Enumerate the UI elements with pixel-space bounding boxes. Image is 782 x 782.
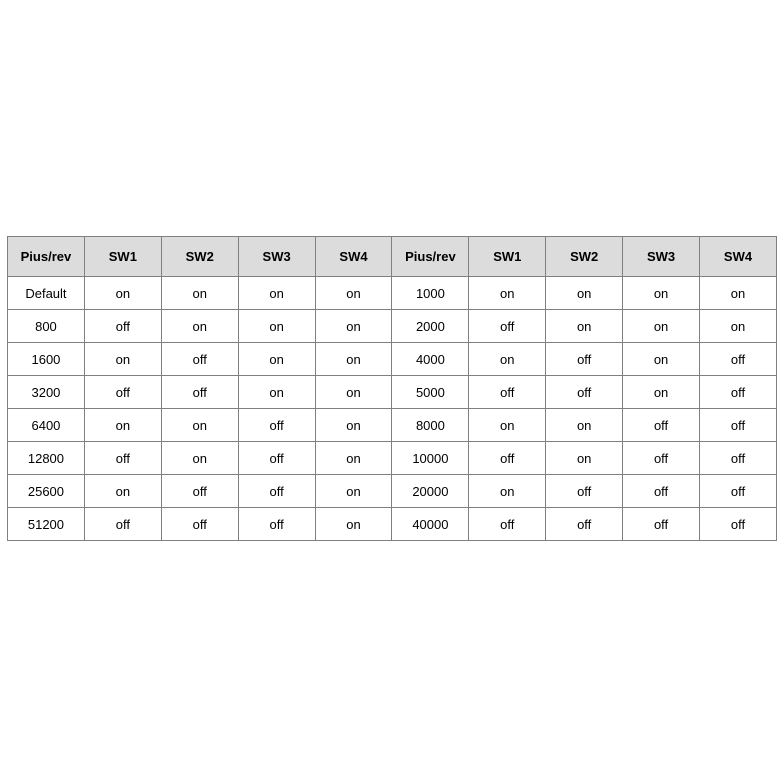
switch-state-cell: on xyxy=(238,310,315,343)
switch-state-cell: on xyxy=(700,277,777,310)
switch-state-cell: on xyxy=(238,343,315,376)
switch-state-cell: off xyxy=(546,475,623,508)
switch-state-cell: off xyxy=(84,376,161,409)
switch-state-cell: on xyxy=(315,442,392,475)
switch-state-cell: off xyxy=(700,343,777,376)
table-row xyxy=(8,376,777,409)
switch-state-cell: off xyxy=(623,475,700,508)
pulse-per-rev-cell: 40000 xyxy=(392,508,469,541)
switch-state-cell: off xyxy=(84,310,161,343)
pulse-per-rev-cell: 1600 xyxy=(8,343,85,376)
column-header: SW4 xyxy=(700,237,777,277)
switch-state-cell: on xyxy=(84,409,161,442)
switch-state-cell: on xyxy=(238,376,315,409)
table-row xyxy=(8,475,777,508)
switch-state-cell: on xyxy=(315,409,392,442)
column-header: SW3 xyxy=(623,237,700,277)
header-row xyxy=(8,237,777,277)
switch-state-cell: off xyxy=(700,442,777,475)
pulse-per-rev-cell: 4000 xyxy=(392,343,469,376)
switch-state-cell: off xyxy=(161,343,238,376)
switch-state-cell: on xyxy=(161,442,238,475)
table-row xyxy=(8,310,777,343)
pulse-per-rev-cell: 10000 xyxy=(392,442,469,475)
table-header-row xyxy=(8,237,777,277)
dip-switch-settings-table xyxy=(7,236,777,541)
switch-state-cell: off xyxy=(238,508,315,541)
pulse-per-rev-cell: 5000 xyxy=(392,376,469,409)
table-row xyxy=(8,277,777,310)
switch-state-cell: on xyxy=(315,343,392,376)
switch-state-cell: on xyxy=(238,277,315,310)
switch-state-cell: off xyxy=(700,409,777,442)
table-body xyxy=(8,277,777,541)
switch-state-cell: off xyxy=(546,508,623,541)
switch-state-cell: on xyxy=(469,343,546,376)
switch-state-cell: on xyxy=(623,376,700,409)
switch-state-cell: off xyxy=(161,475,238,508)
switch-state-cell: on xyxy=(161,277,238,310)
switch-state-cell: off xyxy=(700,508,777,541)
switch-state-cell: on xyxy=(161,310,238,343)
pulse-per-rev-cell: 1000 xyxy=(392,277,469,310)
table-row xyxy=(8,343,777,376)
pulse-per-rev-cell: 51200 xyxy=(8,508,85,541)
switch-state-cell: on xyxy=(315,277,392,310)
table-row xyxy=(8,442,777,475)
column-header: SW2 xyxy=(546,237,623,277)
column-header: Pius/rev xyxy=(8,237,85,277)
switch-state-cell: off xyxy=(623,508,700,541)
column-header: SW1 xyxy=(84,237,161,277)
switch-state-cell: off xyxy=(469,310,546,343)
switch-state-cell: on xyxy=(84,343,161,376)
switch-state-cell: off xyxy=(161,376,238,409)
switch-state-cell: off xyxy=(546,376,623,409)
switch-state-cell: on xyxy=(315,376,392,409)
switch-state-cell: off xyxy=(546,343,623,376)
switch-state-cell: on xyxy=(623,310,700,343)
switch-state-cell: on xyxy=(623,343,700,376)
table-row xyxy=(8,409,777,442)
switch-state-cell: off xyxy=(623,409,700,442)
switch-state-cell: on xyxy=(161,409,238,442)
switch-state-cell: on xyxy=(546,310,623,343)
switch-state-cell: off xyxy=(700,376,777,409)
switch-state-cell: off xyxy=(469,442,546,475)
switch-state-cell: off xyxy=(238,442,315,475)
switch-state-cell: on xyxy=(315,310,392,343)
column-header: SW2 xyxy=(161,237,238,277)
pulse-per-rev-cell: 6400 xyxy=(8,409,85,442)
switch-state-cell: on xyxy=(623,277,700,310)
switch-state-cell: off xyxy=(161,508,238,541)
switch-state-cell: off xyxy=(84,508,161,541)
switch-state-cell: on xyxy=(315,475,392,508)
pulse-per-rev-cell: Default xyxy=(8,277,85,310)
switch-state-cell: off xyxy=(700,475,777,508)
pulse-per-rev-cell: 25600 xyxy=(8,475,85,508)
column-header: SW3 xyxy=(238,237,315,277)
switch-state-cell: off xyxy=(469,508,546,541)
pulse-per-rev-cell: 3200 xyxy=(8,376,85,409)
switch-state-cell: on xyxy=(469,409,546,442)
pulse-per-rev-cell: 20000 xyxy=(392,475,469,508)
switch-state-cell: on xyxy=(546,442,623,475)
switch-state-cell: off xyxy=(238,475,315,508)
switch-state-cell: on xyxy=(469,277,546,310)
switch-state-cell: off xyxy=(469,376,546,409)
switch-state-cell: off xyxy=(238,409,315,442)
switch-state-cell: on xyxy=(546,409,623,442)
switch-state-cell: on xyxy=(700,310,777,343)
switch-state-cell: off xyxy=(84,442,161,475)
switch-state-cell: on xyxy=(84,277,161,310)
switch-state-cell: on xyxy=(469,475,546,508)
pulse-per-rev-cell: 800 xyxy=(8,310,85,343)
switch-state-cell: on xyxy=(84,475,161,508)
pulse-per-rev-cell: 2000 xyxy=(392,310,469,343)
pulse-per-rev-cell: 8000 xyxy=(392,409,469,442)
column-header: SW1 xyxy=(469,237,546,277)
pulse-per-rev-cell: 12800 xyxy=(8,442,85,475)
column-header: SW4 xyxy=(315,237,392,277)
switch-state-cell: on xyxy=(546,277,623,310)
switch-state-cell: off xyxy=(623,442,700,475)
column-header: Pius/rev xyxy=(392,237,469,277)
table-row xyxy=(8,508,777,541)
switch-state-cell: on xyxy=(315,508,392,541)
